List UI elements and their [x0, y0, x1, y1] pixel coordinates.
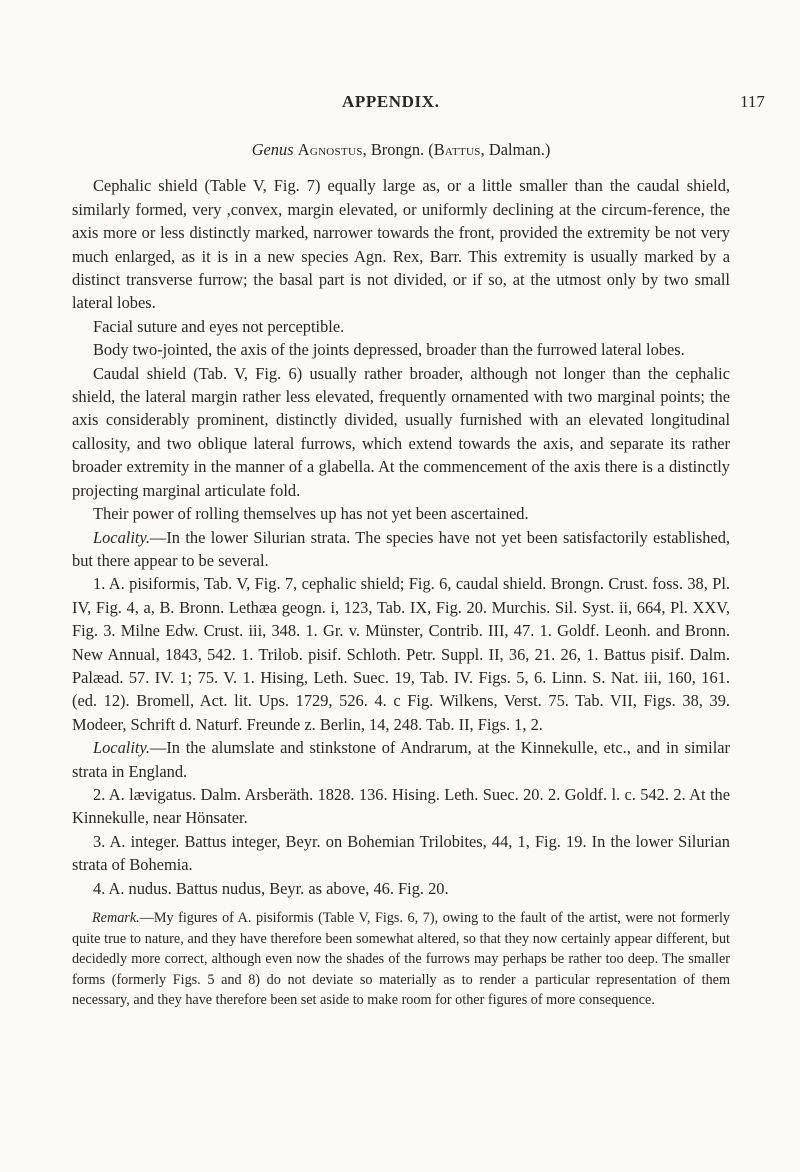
- running-head: [0, 92, 800, 116]
- heading-alt: Battus: [433, 140, 481, 159]
- heading-alt-rest: , Dalman.): [480, 140, 551, 159]
- remark-label: Remark.: [92, 910, 140, 926]
- page-number: 117: [740, 92, 765, 111]
- remark: [72, 908, 730, 1011]
- genus-heading: [72, 138, 730, 161]
- paragraph-locality-2: [72, 736, 730, 783]
- paragraph-body: Body two-jointed, the axis of the joints depressed, broader than the furrowed lateral lobes.: [93, 340, 685, 360]
- paragraph-cephalic-shield: Cephalic shield (Table V, Fig. 7) equally large as, or a little smaller than the caudal shield, similarly formed, very ,convex, margin elevated, or uniformly declining at the circum-ference, the axis more or less distinctly marked, narrower towards the front, provided the extremity be not very much enlarged, as it is in a new species Agn. Rex, Barr. This extremity is usually marked by a distinct transverse furrow; the basal part is not divided, or if so, at the utmost only by two small lateral lobes.: [72, 176, 730, 313]
- paragraph-locality-1: [72, 526, 730, 573]
- remark-paragraph: [72, 908, 730, 1011]
- heading-rest: , Brongn. (: [362, 140, 434, 159]
- locality-text-2: —In the alumslate and stinkstone of Andrarum, at the Kinnekulle, etc., and in similar strata in England.: [72, 738, 730, 781]
- paragraph-species-3: 3. A. integer. Battus integer, Beyr. on Bohemian Trilobites, 44, 1, Fig. 19. In the lower Silurian strata of Bohemia.: [72, 831, 730, 875]
- paragraph-species-1: 1. A. pisiformis, Tab. V, Fig. 7, cephalic shield; Fig. 6, caudal shield. Brongn. Crust. foss. 38, Pl. IV, Fig. 4, a, B. Bronn. Lethæa geogn. i, 123, Tab. IX, Fig. 20. Murchis. Sil. Syst. ii, 664, Pl. XXV, Fig. 3. Milne Edw. Crust. iii, 348. 1. Gr. v. Münster, Contrib. III, 47. 1. Goldf. Leonh. and Bronn. New Annual, 1843, 542. 1. Trilob. pisif. Schloth. Petr. Suppl. II, 36, 21. 26, 1. Battus pisif. Dalm. Palæad. 57. IV. 1; 75. V. 1. Hising, Leth. Suec. 19, Tab. IV. Figs. 5, 6. Linn. S. Nat. iii, 160, 161. (ed. 12). Bromell, Act. lit. Ups. 1729, 526. 4. c Fig. Wilkens, Verst. 75. Tab. VII, Figs. 38, 39. Modeer, Schrift d. Naturf. Freunde z. Berlin, 14, 248. Tab. II, Figs. 1, 2.: [72, 574, 730, 734]
- paragraph-rolling: Their power of rolling themselves up has not yet been ascertained.: [93, 504, 529, 524]
- locality-text-1: —In the lower Silurian strata. The species have not yet been satisfactorily established, but there appear to be several.: [72, 527, 730, 570]
- heading-name: Agnostus: [297, 140, 363, 159]
- remark-text: —My figures of A. pisiformis (Table V, Figs. 6, 7), owing to the fault of the artist, were not formerly quite true to nature, and they have therefore been somewhat altered, so that they now certainly appear different, but decidedly more correct, although even now the shades of the furrows may perhaps be rather too deep. The smaller forms (formerly Figs. 5 and 8) do not deviate so materially as to render a particular representation of them necessary, and they have therefore been set aside to make room for other figures of more consequence.: [72, 910, 730, 1009]
- body-text: [72, 138, 730, 1011]
- locality-label-2: Locality.: [93, 738, 150, 758]
- running-title: APPENDIX.: [342, 92, 440, 111]
- paragraph-species-4: 4. A. nudus. Battus nudus, Beyr. as above, 46. Fig. 20.: [93, 878, 449, 898]
- heading-genus: Genus: [251, 140, 294, 159]
- paragraph-caudal-shield: Caudal shield (Tab. V, Fig. 6) usually rather broader, although not longer than the cephalic shield, the lateral margin rather less elevated, frequently ornamented with two marginal points; the axis considerably prominent, distinctly divided, usually furnished with an elevated longitudinal callosity, and two oblique lateral furrows, which extend towards the axis, and separate its rather broader extremity in the manner of a glabella. At the commencement of the axis there is a distinctly projecting marginal articulate fold.: [72, 363, 730, 500]
- paragraph-species-2: 2. A. lævigatus. Dalm. Arsberäth. 1828. 136. Hising. Leth. Suec. 20. 2. Goldf. l. c. 542. 2. At the Kinnekulle, near Hönsater.: [72, 784, 730, 828]
- locality-label-1: Locality.: [93, 527, 150, 547]
- paragraph-facial-suture: Facial suture and eyes not perceptible.: [93, 316, 345, 336]
